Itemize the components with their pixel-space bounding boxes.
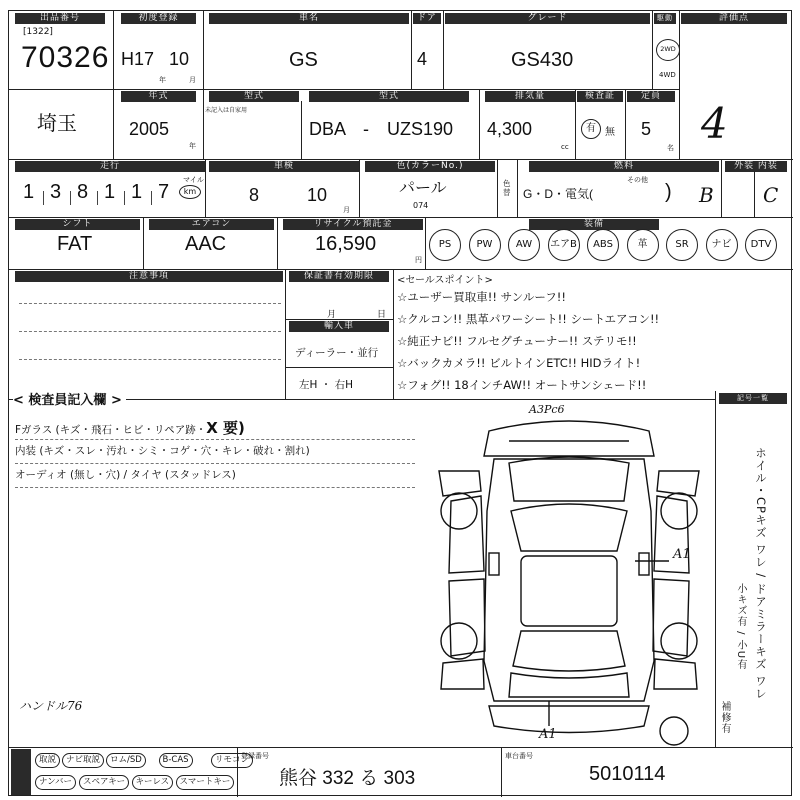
import-header: 輸入車 [289,321,389,332]
auction-sheet [8,10,792,796]
glass-line [15,417,245,438]
equipment-item: ABS [587,229,619,261]
recycle-unit: 円 [415,256,422,264]
accessory-item: スマートキー [176,775,235,790]
inspection-no: 無 [605,127,615,138]
model-year-unit: 年 [189,142,196,150]
warranty-month: 月 [327,310,337,320]
warranty-day: 日 [377,310,387,320]
equipment-item: PW [469,229,501,261]
plate-label: 登録番号 [241,752,269,760]
registration-month-unit: 月 [189,76,196,84]
sales-line-1: ☆ユーザー買取車!! サンルーフ!! [397,290,566,304]
diagram-bottom-mark: A1 [539,727,557,742]
odometer-separator [97,191,98,205]
sales-title: <セールスポイント> [397,275,493,286]
sales-line-5: ☆フォグ!! 18インチAW!! オートサンシェード!! [397,378,647,392]
odometer-digit: 1 [104,181,116,203]
ac-header: エアコン [149,219,274,230]
accessory-item: 取説 [35,753,60,768]
odometer-separator [43,191,44,205]
equipment-item: AW [508,229,540,261]
accessory-item: キーレス [132,775,174,790]
color-code: 074 [413,201,429,210]
accessory-item: ナンバー [35,775,76,790]
capacity-unit: 名 [667,144,674,152]
registration-header: 初度登録 [121,13,196,24]
model-year-header: 年式 [121,91,196,102]
odometer-separator [70,191,71,205]
equipment-item: 革 [627,229,659,261]
legend-text: ホイル・CPキズ ワレ / ドアミラーキズ ワレ [754,447,768,700]
fuel-close: ) [665,181,672,203]
aircon: AAC [185,233,227,255]
model-code: UZS190 [387,119,454,139]
shaken-header: 車検 [209,161,359,172]
shaken-month-unit: 月 [343,206,350,214]
fuel-options: G・D・電気( [523,187,593,201]
score-value: 4 [701,99,728,148]
car-name-header: 車名 [209,13,409,24]
odometer-digit: 8 [77,181,89,203]
grade-header: グレード [445,13,650,24]
legend-header: 記号一覧 [719,393,787,404]
lot-number: 70326 [21,41,110,74]
odometer-digit: 1 [23,181,35,203]
interior-line: 内装 (キズ・スレ・汚れ・シミ・コゲ・穴・キレ・破れ・割れ) [15,445,310,457]
recycle-header: リサイクル預託金 [283,219,423,230]
equipment-item: SR [666,229,698,261]
shaken-months: 10 [307,185,328,205]
grade-value: GS430 [511,49,574,71]
odometer-separator [151,191,152,205]
equipment-header: 装備 [529,219,659,230]
drive-2wd-circle: 2WD [656,39,680,61]
registration-month: 10 [169,49,190,69]
chassis-label: 車台番号 [505,752,533,760]
transmission: FAT [57,233,93,255]
accessory-item: ナビ取説 [62,753,104,768]
sales-line-2: ☆クルコン!! 黒革パワーシート!! シートエアコン!! [397,312,660,326]
lot-header: 出品番号 [15,13,105,24]
handwritten-note: ハンドル76 [19,699,83,713]
doors-header: ドア [413,13,441,24]
audio-line: オーディオ (無し・穴) / タイヤ (スタッドレス) [15,469,236,481]
accessory-item: B-CAS [159,753,193,768]
score-header: 評価点 [681,13,787,24]
accessory-item: リモコン [211,753,253,768]
color-header: 色(カラーNo.) [365,161,495,172]
sales-line-4: ☆バックカメラ!! ビルトインETC!! HIDライト! [397,356,641,370]
engine-cc-unit: cc [561,143,569,151]
chassis-number: 5010114 [589,763,666,785]
model-dash: - [363,119,369,139]
color-name: パール [399,180,447,197]
glass-text: Fガラス (キズ・飛石・ヒビ・リペア跡・ [15,424,207,436]
drive-header: 駆動 [654,13,676,24]
model-year: 2005 [129,119,170,139]
km-circle: km [179,185,201,199]
shaken-years: 8 [249,185,260,205]
exterior-grade: B [699,183,714,207]
private-note: 未記入は自家用 [205,107,248,114]
odometer-separator [124,191,125,205]
fuel-header: 燃料 [529,161,719,172]
dealer-option: ディーラー・並行 [295,347,379,359]
fuel-other: その他 [627,176,648,184]
drive-4wd: 4WD [659,71,676,79]
color-change-label: 色替 [503,179,511,197]
interior-grade: C [763,183,779,207]
sales-line-3: ☆純正ナビ!! フルセグチューナー!! ステリモ!! [397,334,637,348]
capacity-header: 定員 [627,91,675,102]
legend-text-3: 補修有 [719,701,730,734]
inspection-header: 検査証 [577,91,623,102]
odometer-digit: 7 [158,181,170,203]
accessory-header [11,749,31,795]
accessory-item: スペアキー [79,775,129,790]
diagram-top-note: A3Pc6 [529,403,565,416]
plate-number: 熊谷 332 る 303 [279,768,416,789]
prefecture: 埼玉 [37,113,77,135]
model-prefix: DBA [309,119,347,139]
diagram-side-mark: A1 [673,547,691,562]
registration-era: H17 [121,49,155,69]
engine-cc: 4,300 [487,119,533,139]
notes-header: 注意事項 [15,271,283,282]
odometer-digit: 1 [131,181,143,203]
equipment-item: DTV [745,229,777,261]
plate-type-header: 型式 [209,91,299,102]
mile-label: マイル [183,176,204,184]
equipment-item: ナビ [706,229,738,261]
ext-int-header: 外装 内装 [725,161,787,172]
equipment-item: PS [429,229,461,261]
shift-header: シフト [15,219,140,230]
accessory-item: ロム/SD [106,753,146,768]
capacity-value: 5 [641,119,652,139]
car-name: GS [289,49,318,71]
displacement-header: 排気量 [485,91,575,102]
warranty-header: 保証書有効期限 [289,271,389,282]
glass-mark: X 要) [206,419,245,437]
door-count: 4 [417,49,428,69]
inspector-title: < 検査員記入欄 > [13,389,126,408]
lot-code: [1322] [23,27,53,37]
legend-text-2: 小キズ有 / 小U有 [735,583,746,671]
inspection-yes-circle: 有 [581,119,601,139]
car-diagram [429,401,709,747]
odometer-digit: 3 [50,181,62,203]
registration-year-unit: 年 [159,76,166,84]
handle-option: 左H ・ 右H [299,379,353,391]
recycle-amount: 16,590 [315,233,377,255]
cert-header: 型式 [309,91,469,102]
odometer-header: 走行 [15,161,205,172]
equipment-item: エアB [548,229,580,261]
